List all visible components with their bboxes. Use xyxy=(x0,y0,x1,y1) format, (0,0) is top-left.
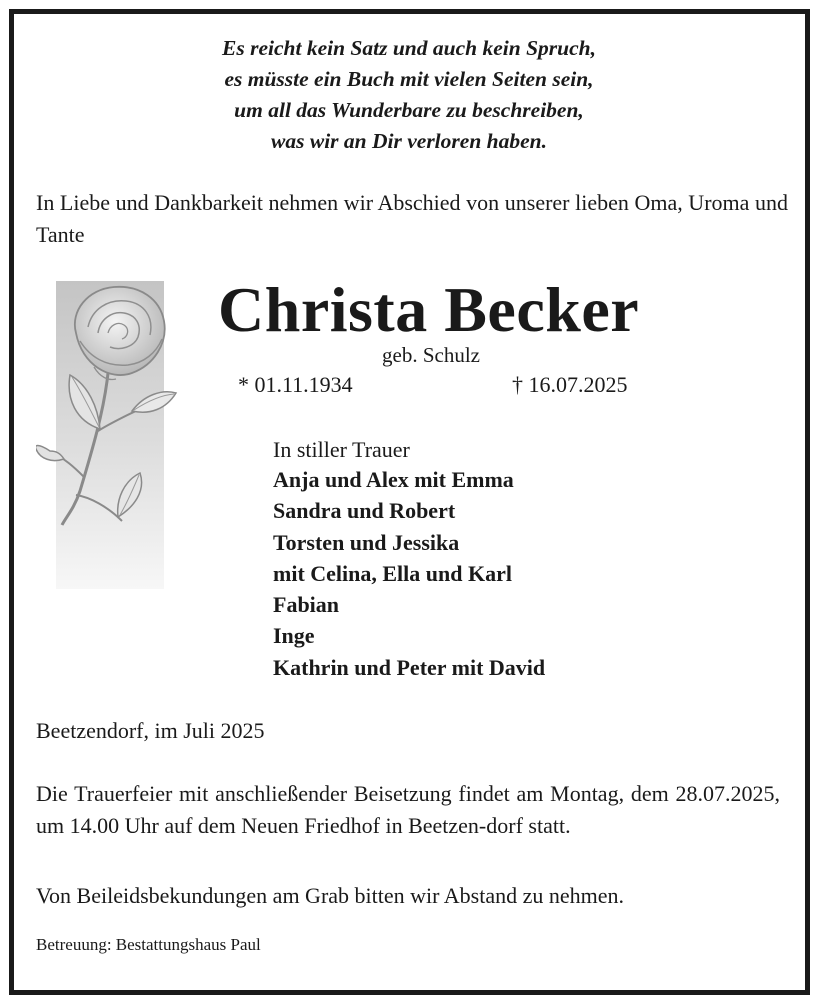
poem xyxy=(0,33,818,157)
place-date: Beetzendorf, im Juli 2025 xyxy=(36,718,265,743)
mourner-entry: mit Celina, Ella und Karl xyxy=(273,560,512,586)
mourner-entry: Anja und Alex mit Emma xyxy=(273,467,514,492)
maiden-name: geb. Schulz xyxy=(382,343,480,367)
poem-line: was wir an Dir verloren haben. xyxy=(271,129,547,153)
mourner-entry: Sandra und Robert xyxy=(273,498,456,524)
condolence-note: Von Beileidsbekundungen am Grab bitten wir Abstand zu nehmen. xyxy=(36,883,624,908)
deceased-name: Christa Becker xyxy=(218,274,640,345)
mourner-entry: Fabian xyxy=(273,592,340,618)
mourner-entry: Kathrin und Peter mit David xyxy=(273,654,546,680)
funeral-home: Betreuung: Bestattungshaus Paul xyxy=(36,935,261,954)
death-date: † 16.07.2025 xyxy=(512,372,628,397)
poem-line: um all das Wunderbare zu beschreiben, xyxy=(234,98,584,122)
mourner-entry: Torsten und Jessika xyxy=(273,529,460,555)
birth-date: * 01.11.1934 xyxy=(238,372,353,397)
mourners-list xyxy=(273,464,545,683)
mourner-entry: Inge xyxy=(273,623,315,649)
rose-icon xyxy=(36,281,182,589)
mourners-heading: In stiller Trauer xyxy=(273,437,410,462)
intro-text: In Liebe und Dankbarkeit nehmen wir Abschied von unserer lieben Oma, Uroma und Tante xyxy=(36,190,788,247)
poem-line: Es reicht kein Satz und auch kein Spruch, xyxy=(222,36,596,60)
service-info: Die Trauerfeier mit anschließender Beisetzung findet am Montag, dem 28.07.2025, um 14.00 Uhr auf dem Neuen Friedhof in Beetzen-dorf statt. xyxy=(36,781,780,838)
poem-line: es müsste ein Buch mit vielen Seiten sein, xyxy=(224,67,594,91)
